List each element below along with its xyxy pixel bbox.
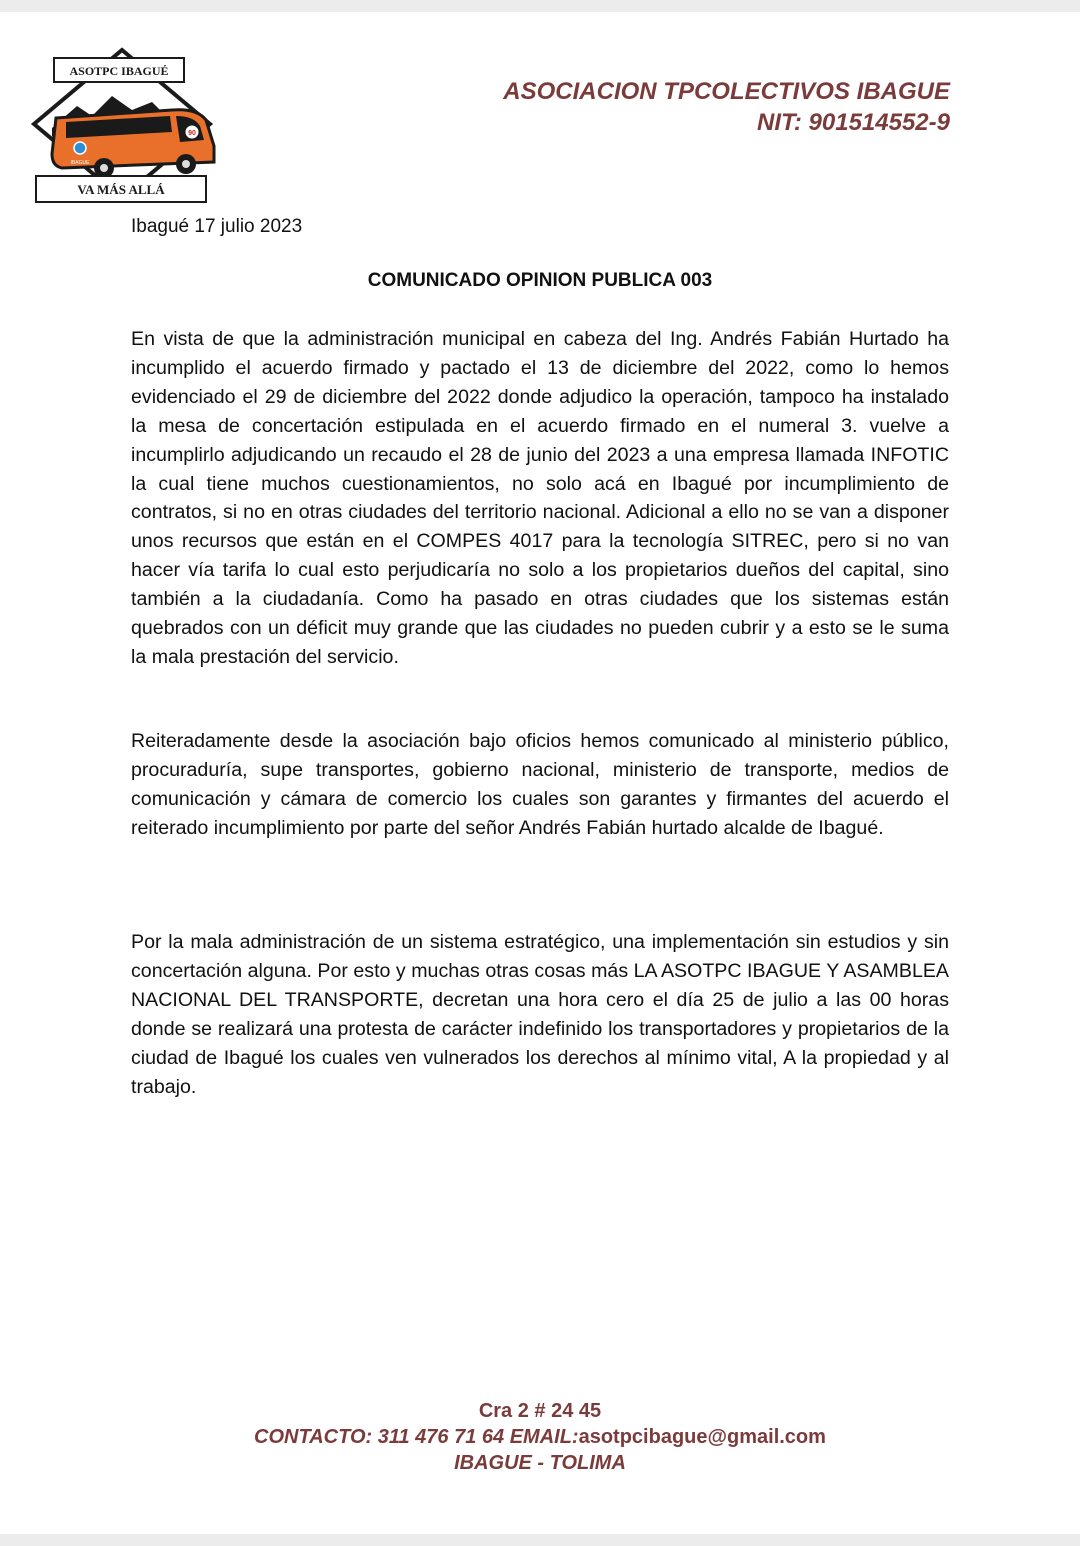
org-header	[503, 76, 950, 138]
logo-banner-bottom: VA MÁS ALLÁ	[77, 182, 165, 197]
footer-email[interactable]: asotpcibague@gmail.com	[578, 1426, 826, 1448]
footer	[131, 1398, 949, 1476]
asotpc-logo	[22, 36, 222, 212]
document-page	[0, 12, 1080, 1534]
bus-number: 90	[188, 130, 196, 137]
paragraph-2: Reiteradamente desde la asociación bajo oficios hemos comunicado al ministerio público, procuraduría, supe transportes, gobierno nacional, ministerio de transporte, medios de comunicación y cámara de comercio los cuales son garantes y firmantes del acuerdo el reiterado incumplimiento por parte del señor Andrés Fabián hurtado alcalde de Ibagué.	[131, 730, 949, 839]
bus-label: IBAGUE	[70, 160, 90, 166]
bus-logo-icon	[22, 36, 222, 212]
paragraph-1: En vista de que la administración municipal en cabeza del Ing. Andrés Fabián Hurtado ha incumplido el acuerdo firmado y pactado el 13 de diciembre del 2022, como lo hemos evidenciado el 29 de diciembre del 2022 donde adjudico la operación, tampoco ha instalado la mesa de concertación estipulada en el acuerdo firmado en el numeral 3. vuelve a incumplirlo adjudicando un recaudo el 28 de junio del 2023 a una empresa llamada INFOTIC la cual tiene muchos cuestionamientos, no solo acá en Ibagué por incumplimiento de contratos, si no en otras ciudades del territorio nacional. Adicional a ello no se van a disponer unos recursos que están en el COMPES 4017 para la tecnología SITREC, pero si no van hacer vía tarifa lo cual esto perjudicaría no solo a los propietarios dueños del capital, sino también a la ciudadanía. Como ha pasado en otras ciudades que los sistemas están quebrados con un déficit muy grande que las ciudades no pueden cubrir y a esto se le suma la mala prestación del servicio.	[131, 328, 949, 668]
footer-address: Cra 2 # 24 45	[478, 1400, 602, 1422]
org-nit: NIT: 901514552-9	[756, 109, 950, 136]
org-name: ASOCIACION TPCOLECTIVOS IBAGUE	[503, 78, 950, 105]
footer-contact-prefix: CONTACTO: 311 476 71 64 EMAIL:	[254, 1426, 579, 1448]
document-title: COMUNICADO OPINION PUBLICA 003	[367, 270, 713, 291]
document-date: Ibagué 17 julio 2023	[131, 216, 303, 237]
paragraph-3: Por la mala administración de un sistema estratégico, una implementación sin estudios y sin concertación alguna. Por esto y muchas otras cosas más LA ASOTPC IBAGUE Y ASAMBLEA NACIONAL DEL TRANSPORTE, decretan una hora cero el día 25 de julio a las 00 horas donde se realizará una protesta de carácter indefinido los transportadores y propietarios de la ciudad de Ibagué los cuales ven vulnerados los derechos al mínimo vital, A la propiedad y al trabajo.	[131, 931, 949, 1098]
footer-city: IBAGUE - TOLIMA	[454, 1452, 626, 1474]
footer-contact	[131, 1424, 949, 1450]
logo-banner-top: ASOTPC IBAGUÉ	[69, 64, 169, 78]
